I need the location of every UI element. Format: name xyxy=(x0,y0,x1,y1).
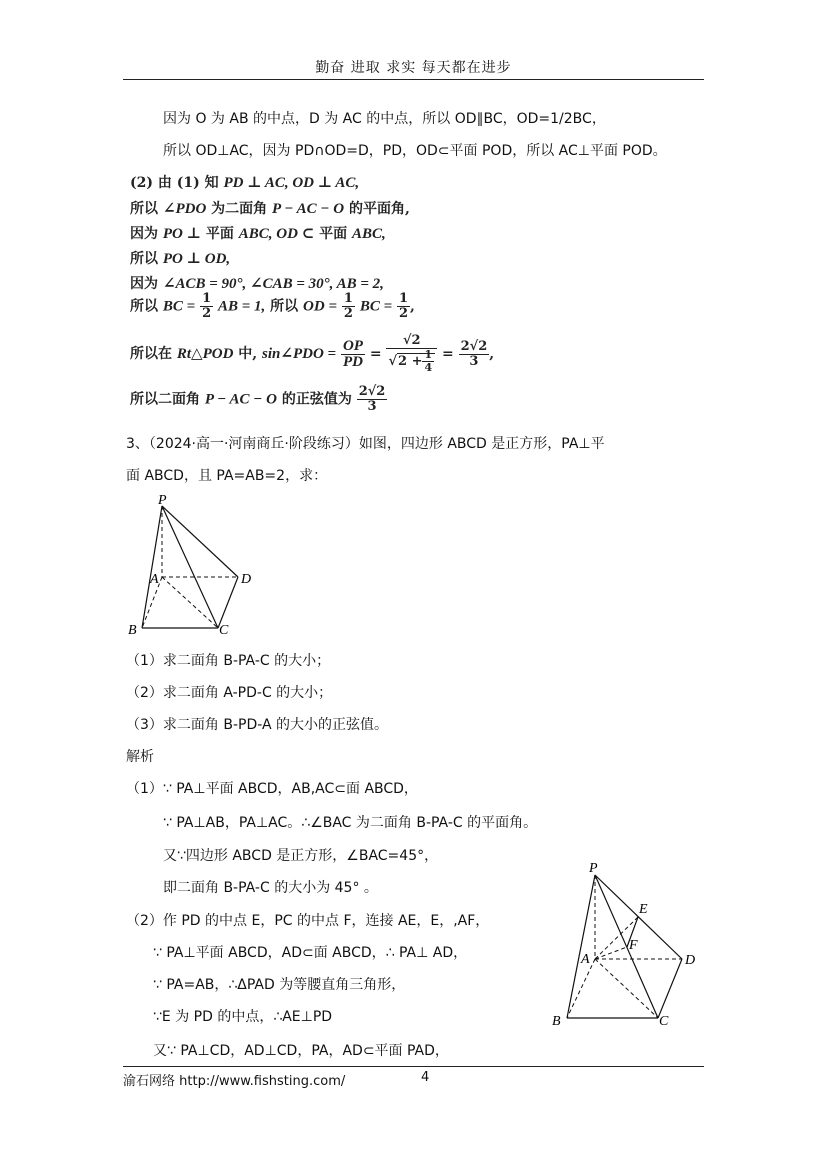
edge-pd xyxy=(595,875,682,959)
fraction-result: $\frac{2√2}{3}$ xyxy=(460,338,488,369)
solution-line-9: 又∵ PA⊥CD，AD⊥CD，PA，AD⊂平面 PAD， xyxy=(153,1043,449,1059)
page-number: 4 xyxy=(421,1070,430,1085)
label-p: P xyxy=(158,493,167,508)
fraction-half-2: $\frac{1}{2}$ xyxy=(343,291,353,321)
label-f: F xyxy=(629,938,638,953)
edge-pc xyxy=(595,875,658,1018)
solution-line-1: （1）∵ PA⊥平面 ABCD，AB,AC⊂面 ABCD， xyxy=(126,781,418,797)
fraction-sqrt: √2 √2 + $\frac{1}{4}$ xyxy=(386,334,437,374)
problem-3-line-1: 3、（2024·高一·河南商丘·阶段练习）如图，四边形 ABCD 是正方形，PA⊥平 xyxy=(126,436,605,452)
page-header: 勤奋 进取 求实 每天都在进步 xyxy=(315,60,512,76)
edge-ab xyxy=(567,959,595,1018)
solution-line-5: （2）作 PD 的中点 E，PC 的中点 F，连接 AE，E，,AF， xyxy=(126,913,490,929)
edge-pd xyxy=(162,506,238,577)
label-p: P xyxy=(589,861,598,876)
edge-pc xyxy=(162,506,218,628)
solution-line-2: ∵ PA⊥AB，PA⊥AC。∴∠BAC 为二面角 B-PA-C 的平面角。 xyxy=(163,815,538,831)
label-c: C xyxy=(659,1014,669,1029)
math-line-2: 所以 ∠PDO 为二面角 P − AC − O 的平面角, xyxy=(130,201,410,217)
label-a: A xyxy=(150,572,159,587)
math-line-3: 因为 PO ⊥ 平面 ABC, OD ⊂ 平面 ABC, xyxy=(130,226,386,242)
math-line-1: (2) 由 (1) 知 PD ⊥ AC, OD ⊥ AC, xyxy=(130,175,360,191)
label-b: B xyxy=(128,623,137,638)
fraction-answer: $\frac{2√2}{3}$ xyxy=(358,384,386,414)
header-rule xyxy=(123,79,704,80)
label-a: A xyxy=(581,952,590,967)
edge-ac xyxy=(162,577,218,628)
solution-line-7: ∵ PA=AB，∴ΔPAD 为等腰直角三角形， xyxy=(153,977,406,993)
label-d: D xyxy=(685,953,696,968)
question-1: （1）求二面角 B-PA-C 的大小； xyxy=(126,653,331,669)
edge-pb xyxy=(142,506,162,628)
question-3: （3）求二面角 B-PD-A 的大小的正弦值。 xyxy=(126,717,389,733)
text-line-ac-perp: 所以 OD⊥AC，因为 PD∩OD=D，PD，OD⊂平面 POD，所以 AC⊥平面 POD。 xyxy=(163,143,667,159)
question-2: （2）求二面角 A-PD-C 的大小； xyxy=(126,685,333,701)
solution-line-4: 即二面角 B-PA-C 的大小为 45° 。 xyxy=(163,880,378,896)
fraction-half-1: $\frac{1}{2}$ xyxy=(202,291,212,321)
math-line-7: 所以在 Rt△POD 中, sin∠PDO = $\frac{OP}{PD}$ = √2 √2 + $\frac{1}{4}$ = $\frac{2√2}{3}$ , xyxy=(130,333,495,374)
label-d: D xyxy=(241,572,252,587)
label-c: C xyxy=(219,623,229,638)
pyramid-figure-2 xyxy=(545,855,715,1035)
edge-ac xyxy=(595,959,658,1018)
footer-site: 渝石网络 http://www.fishsting.com/ xyxy=(123,1074,346,1089)
label-e: E xyxy=(639,902,648,917)
math-line-5: 因为 ∠ACB = 90°, ∠CAB = 30°, AB = 2, xyxy=(130,276,384,292)
solution-line-3: 又∵四边形 ABCD 是正方形，∠BAC=45°， xyxy=(163,848,439,864)
math-line-4: 所以 PO ⊥ OD, xyxy=(130,251,231,267)
edge-cd xyxy=(218,577,238,628)
math-line-6: 所以 BC = $\frac{1}{2}$ AB = 1, 所以 OD = $\frac{1}{2}$ BC = $\frac{1}{2}$ , xyxy=(130,291,415,321)
fraction-op-pd: $\frac{OP}{PD}$ xyxy=(342,337,363,370)
solution-line-6: ∵ PA⊥平面 ABCD，AD⊂面 ABCD，∴ PA⊥ AD， xyxy=(153,945,468,961)
solution-line-8: ∵E 为 PD 的中点，∴AE⊥PD xyxy=(153,1009,333,1025)
fraction-half-3: $\frac{1}{2}$ xyxy=(399,291,409,321)
solution-heading: 解析 xyxy=(126,749,154,765)
label-b: B xyxy=(552,1014,561,1029)
footer-rule xyxy=(123,1066,704,1067)
text-line-od-parallel: 因为 O 为 AB 的中点，D 为 AC 的中点，所以 OD∥BC，OD=1/2BC， xyxy=(163,111,606,127)
problem-3-line-2: 面 ABCD，且 PA=AB=2，求： xyxy=(126,468,328,484)
pyramid-figure-1 xyxy=(120,492,270,642)
segment-af xyxy=(595,947,627,959)
edge-pb xyxy=(567,875,595,1018)
math-line-8: 所以二面角 P − AC − O 的正弦值为 $\frac{2√2}{3}$ xyxy=(130,384,386,414)
edge-cd xyxy=(658,959,682,1018)
